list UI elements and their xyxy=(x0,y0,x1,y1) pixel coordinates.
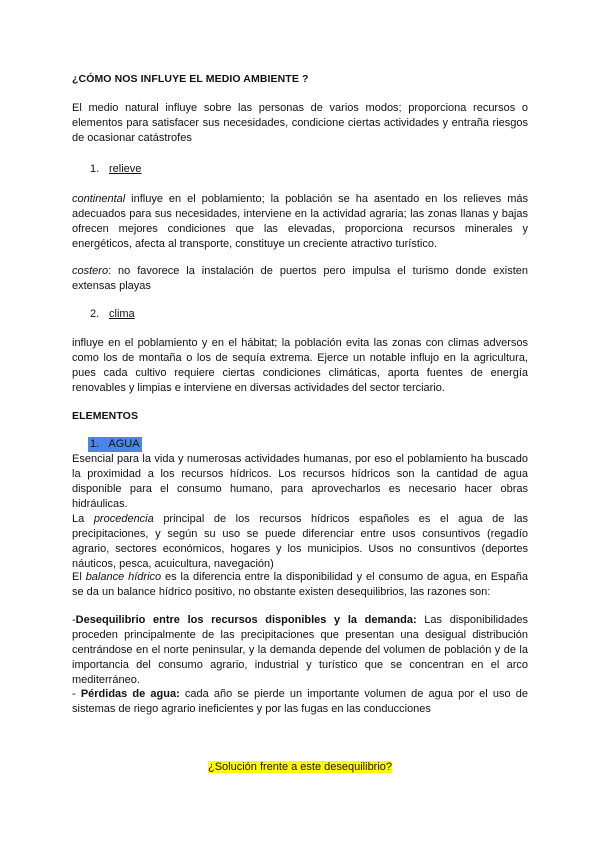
question-line xyxy=(72,760,528,775)
text-run: El xyxy=(72,571,86,583)
intro-paragraph: El medio natural influye sobre las personas de varios modos; proporciona recursos o elementos para satisfacer sus necesidades, condicione ciertas actividades y entraña riesgos de ocasionar catástrofes xyxy=(72,102,528,144)
clima-paragraph: influye en el poblamiento y en el hábitat; la población evita las zonas con climas adversos como los de montaña o los de sequía extrema. Ejerce un notable influjo en la agricultura, pues cada cultivo requiere ciertas condiciones climáticas, aporta fuentes de energía renovables y limpias e interviene en diversas actividades del sector terciario. xyxy=(72,337,528,394)
costero-text: : no favorece la instalación de puertos pero impulsa el turismo donde existen extensas playas xyxy=(72,265,528,292)
text-run: es la diferencia entre la disponibilidad y el consumo de agua, en España se da un balance hídrico positivo, no obstante existen desequilibrios, las razones son: xyxy=(72,571,528,598)
list-label-clima: clima xyxy=(109,308,135,320)
costero-term: costero xyxy=(72,265,109,277)
page-title: ¿CÓMO NOS INFLUYE EL MEDIO AMBIENTE ? xyxy=(72,73,309,85)
procedencia-term: procedencia xyxy=(93,513,154,525)
question-highlight: ¿Solución frente a este desequilibrio? xyxy=(207,761,393,773)
costero-paragraph xyxy=(72,264,528,294)
perdidas-heading: Pérdidas de agua: xyxy=(80,688,180,700)
text-run: cada año se pierde un importante volumen de agua por el uso de sistemas de riego agrario ineficientes y por las fugas en las conducciones xyxy=(72,688,528,715)
desequilibrio-paragraph xyxy=(72,613,528,688)
text-run: - xyxy=(72,688,81,700)
desequilibrio-heading: Desequilibrio entre los recursos disponibles y la demanda: xyxy=(75,614,417,626)
list-number: 1. xyxy=(90,163,100,175)
agua-paragraph-procedencia xyxy=(72,512,528,572)
text-run: La xyxy=(72,513,94,525)
balance-term: balance hídrico xyxy=(85,571,162,583)
perdidas-paragraph xyxy=(72,687,528,717)
text-run: - xyxy=(72,614,76,626)
agua-paragraph-balance xyxy=(72,570,528,600)
list-label-relieve: relieve xyxy=(109,163,142,175)
agua-paragraph-1: Esencial para la vida y numerosas actividades humanas, por eso el poblamiento ha buscado la proximidad a los recursos hídricos. Los recursos hídricos son la cantidad de agua disponible para el consumo humano, para aprovecharlos es necesario hacer obras hidráulicas. xyxy=(72,453,528,510)
continental-term: continental xyxy=(72,193,126,205)
continental-paragraph xyxy=(72,192,528,252)
section-heading-elementos: ELEMENTOS xyxy=(72,410,139,422)
list-label-agua: AGUA xyxy=(108,438,140,450)
list-number: 1. xyxy=(90,438,100,450)
continental-text: influye en el poblamiento; la población se ha asentado en los relieves más adecuados para sus necesidades, interviene en la actividad agraria; las zonas llanas y bajas ofrecen mejores condiciones que las elevadas, proporciona recursos minerales y energéticos, afecta al transporte, constituye un creciente atractivo turístico. xyxy=(72,193,528,250)
text-run: Las disponibilidades proceden principalmente de las precipitaciones que presentan una desigual distribución centrándose en el norte peninsular, y la demanda depende del volumen de población y de la importancia del consumo agrario, industrial y turístico que se concentran en el arco mediterráneo. xyxy=(72,614,528,686)
list-number: 2. xyxy=(90,308,100,320)
agua-highlight xyxy=(88,437,142,452)
text-run: principal de los recursos hídricos españoles es el agua de las precipitaciones, y según su uso se puede diferenciar entre usos consuntivos (regadío agrario, sectores económicos, hogares y los municipios. Usos no consuntivos (deportes náuticos, pesca, acuicultura, navegación) xyxy=(72,513,529,570)
